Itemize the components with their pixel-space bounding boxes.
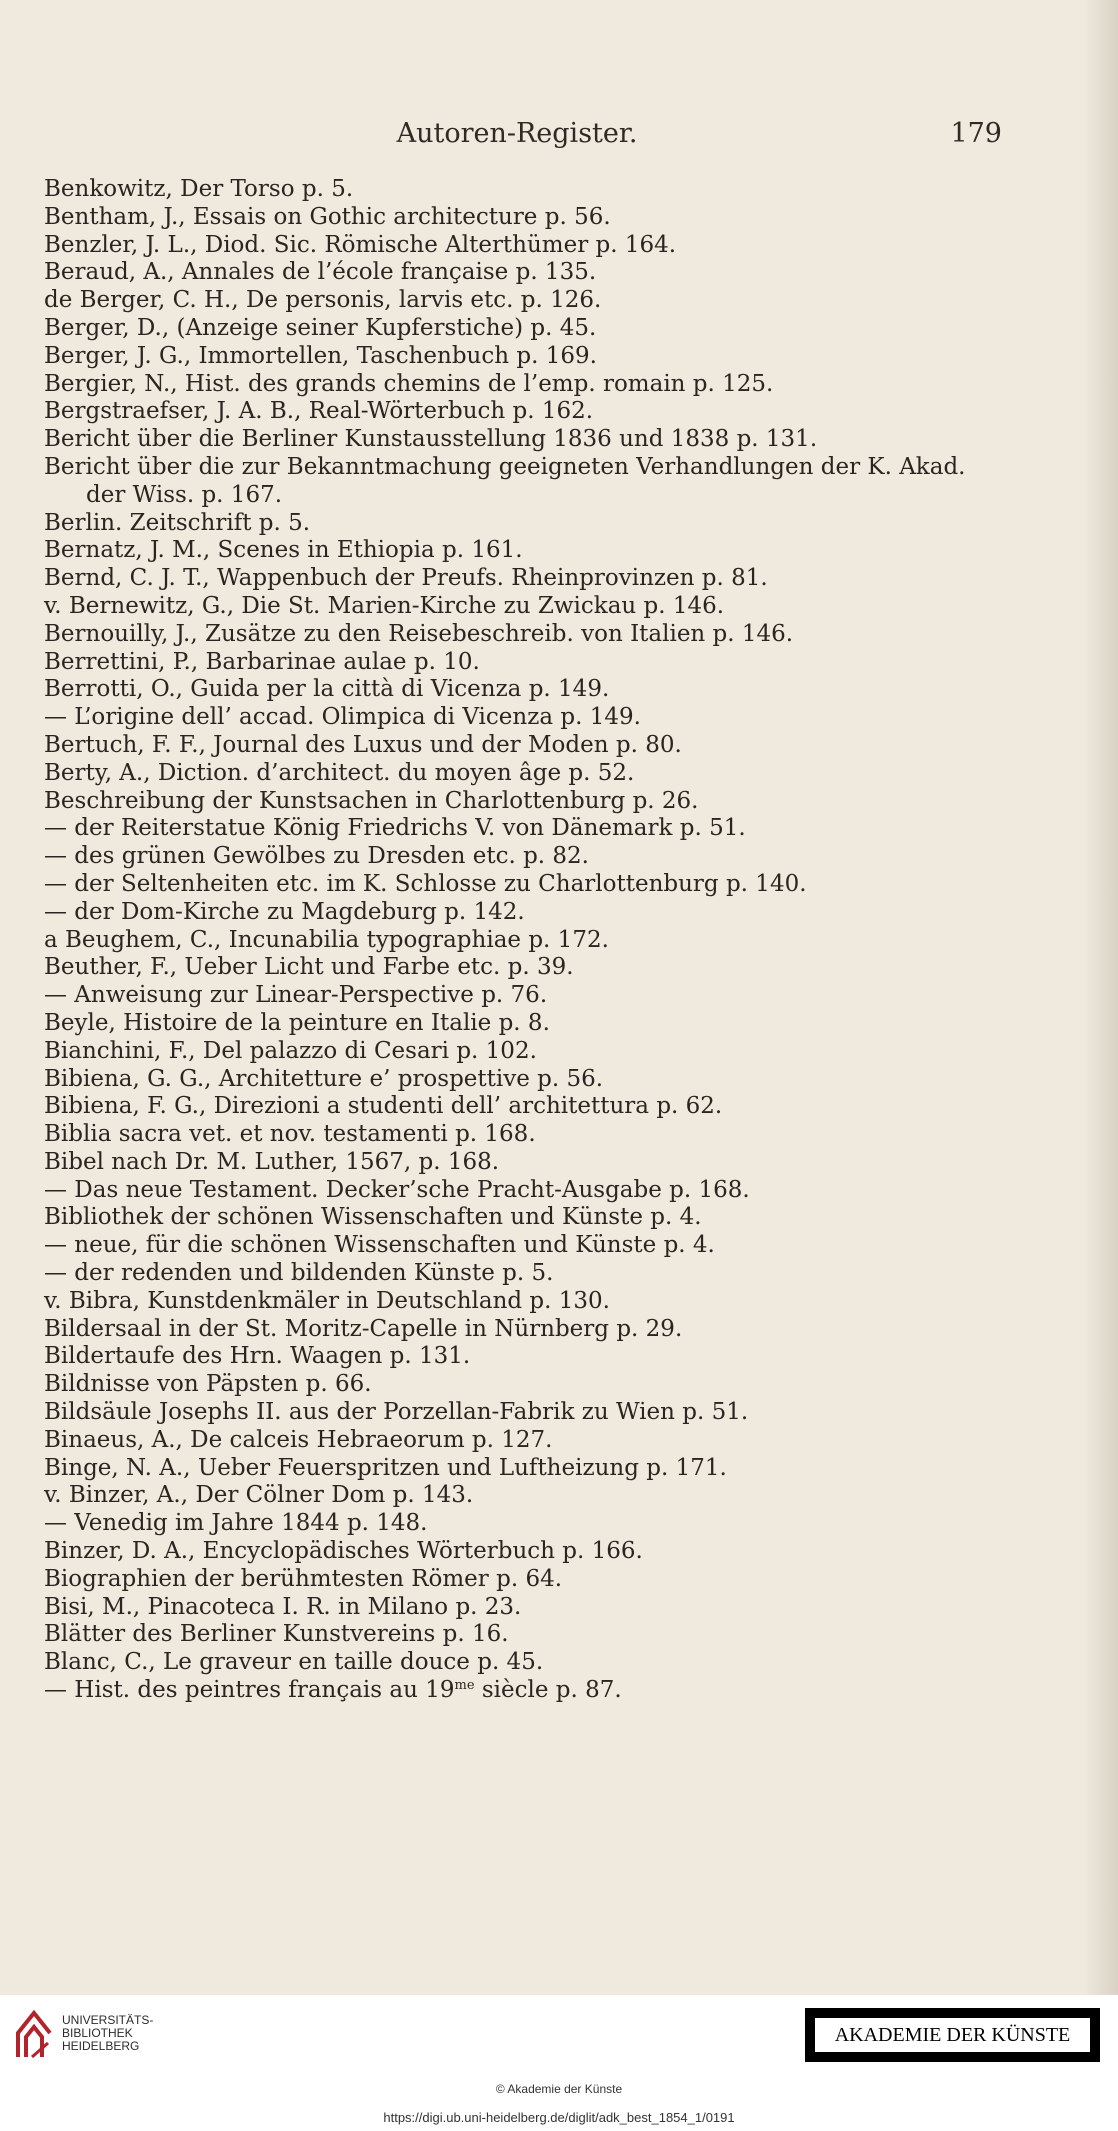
register-entry: Binaeus, A., De calceis Hebraeorum p. 127. [44, 1426, 553, 1453]
register-entry: — neue, für die schönen Wissenschaften und Künste p. 4. [44, 1232, 715, 1259]
register-entry: Berger, J. G., Immortellen, Taschenbuch p. 169. [44, 342, 597, 369]
register-entry: — L’origine dell’ accad. Olimpica di Vicenza p. 149. [44, 704, 641, 731]
register-entry: Bisi, M., Pinacoteca I. R. in Milano p. 23. [44, 1593, 522, 1620]
register-entry: Bibiena, F. G., Direzioni a studenti dell’ architettura p. 62. [44, 1093, 723, 1120]
register-entry: der Wiss. p. 167. [86, 481, 283, 508]
page-number: 179 [950, 118, 1002, 149]
register-entry: Bericht über die zur Bekanntmachung geeigneten Verhandlungen der K. Akad. [44, 453, 966, 480]
register-entry: — Anweisung zur Linear-Perspective p. 76. [44, 982, 548, 1009]
register-entry: Bernatz, J. M., Scenes in Ethiopia p. 161. [44, 537, 523, 564]
register-entry: Blanc, C., Le graveur en taille douce p. 45. [44, 1649, 544, 1676]
register-entry: Bertuch, F. F., Journal des Luxus und der Moden p. 80. [44, 731, 682, 758]
register-entry: Beyle, Histoire de la peinture en Italie p. 8. [44, 1009, 550, 1036]
register-entry: Bibel nach Dr. M. Luther, 1567, p. 168. [44, 1148, 500, 1175]
register-entry: a Beughem, C., Incunabilia typographiae p. 172. [44, 926, 609, 953]
register-entry: Biographien der berühmtesten Römer p. 64. [44, 1565, 563, 1592]
register-entry-list [44, 176, 1024, 1705]
register-entry: — der Seltenheiten etc. im K. Schlosse zu Charlottenburg p. 140. [44, 870, 807, 897]
entry-part-before: — Hist. des peintres français au 19 [44, 1677, 455, 1704]
entry-part-sup: me [454, 1678, 475, 1694]
register-entry: v. Bernewitz, G., Die St. Marien-Kirche zu Zwickau p. 146. [44, 592, 725, 619]
register-entry: — Venedig im Jahre 1844 p. 148. [44, 1510, 428, 1537]
permalink-url[interactable]: https://digi.ub.uni-heidelberg.de/diglit/adk_best_1854_1/0191 [383, 2110, 735, 2125]
register-entry: Bernd, C. J. T., Wappenbuch der Preufs. Rheinprovinzen p. 81. [44, 565, 768, 592]
register-entry: Binge, N. A., Ueber Feuerspritzen und Luftheizung p. 171. [44, 1454, 727, 1481]
logo-line-2: BIBLIOTHEK [62, 2026, 133, 2040]
register-entry: Bianchini, F., Del palazzo di Cesari p. 102. [44, 1037, 537, 1064]
register-entry: Berty, A., Diction. d’architect. du moyen âge p. 52. [44, 759, 635, 786]
register-entry: Berrotti, O., Guida per la città di Vicenza p. 149. [44, 676, 610, 703]
register-entry: — der redenden und bildenden Künste p. 5. [44, 1260, 554, 1287]
register-entry: Bibliothek der schönen Wissenschaften und Künste p. 4. [44, 1204, 702, 1231]
copyright-notice: © Akademie der Künste [495, 2082, 623, 2096]
register-entry: Bericht über die Berliner Kunstausstellung 1836 und 1838 p. 131. [44, 426, 818, 453]
register-entry: Bentham, J., Essais on Gothic architecture p. 56. [44, 203, 611, 230]
register-entry: de Berger, C. H., De personis, larvis etc. p. 126. [44, 287, 602, 314]
register-entry: Bergier, N., Hist. des grands chemins de l’emp. romain p. 125. [44, 370, 774, 397]
register-entry: Berger, D., (Anzeige seiner Kupferstiche) p. 45. [44, 314, 597, 341]
partner-logo-label: AKADEMIE DER KÜNSTE [815, 2018, 1090, 2052]
register-entry: — der Dom-Kirche zu Magdeburg p. 142. [44, 898, 525, 925]
partner-logo-akademie[interactable] [805, 2008, 1100, 2062]
register-entry: Beraud, A., Annales de l’école française p. 135. [44, 259, 597, 286]
register-entry: Berrettini, P., Barbarinae aulae p. 10. [44, 648, 480, 675]
register-entry: Bernouilly, J., Zusätze zu den Reisebeschreib. von Italien p. 146. [44, 620, 794, 647]
register-entry: — des grünen Gewölbes zu Dresden etc. p. 82. [44, 843, 589, 870]
logo-line-3: HEIDELBERG [62, 2039, 140, 2053]
register-entry: Bildsäule Josephs II. aus der Porzellan-Fabrik zu Wien p. 51. [44, 1399, 749, 1426]
register-entry: v. Binzer, A., Der Cölner Dom p. 143. [44, 1482, 474, 1509]
university-library-logo-icon[interactable] [14, 2007, 54, 2063]
register-entry: Berlin. Zeitschrift p. 5. [44, 509, 311, 536]
entry-part-after: siècle p. 87. [474, 1677, 622, 1704]
register-entry: Beuther, F., Ueber Licht und Farbe etc. p. 39. [44, 954, 574, 981]
register-entry: Beschreibung der Kunstsachen in Charlottenburg p. 26. [44, 787, 699, 814]
register-entry: Bildnisse von Päpsten p. 66. [44, 1371, 372, 1398]
register-entry [44, 1677, 1024, 1705]
register-entry: Blätter des Berliner Kunstvereins p. 16. [44, 1621, 509, 1648]
register-entry: — Das neue Testament. Decker’sche Pracht-Ausgabe p. 168. [44, 1176, 750, 1203]
register-entry: Benkowitz, Der Torso p. 5. [44, 176, 354, 202]
register-entry: Binzer, D. A., Encyclopädisches Wörterbuch p. 166. [44, 1538, 643, 1565]
register-entry: v. Bibra, Kunstdenkmäler in Deutschland p. 130. [44, 1287, 610, 1314]
logo-line-1: UNIVERSITÄTS- [62, 2013, 154, 2027]
register-entry: Bildersaal in der St. Moritz-Capelle in Nürnberg p. 29. [44, 1315, 683, 1342]
register-entry: Biblia sacra vet. et nov. testamenti p. 168. [44, 1121, 536, 1148]
university-library-wordmark[interactable] [62, 2014, 153, 2053]
register-entry: Bibiena, G. G., Architetture e’ prospettive p. 56. [44, 1065, 604, 1092]
register-entry: — der Reiterstatue König Friedrichs V. von Dänemark p. 51. [44, 815, 746, 842]
register-entry: Bergstraefser, J. A. B., Real-Wörterbuch p. 162. [44, 398, 594, 425]
running-header-title: Autoren-Register. [396, 118, 638, 149]
register-entry: Bildertaufe des Hrn. Waagen p. 131. [44, 1343, 471, 1370]
page-edge-shadow [1084, 0, 1118, 1995]
register-entry: Benzler, J. L., Diod. Sic. Römische Alterthümer p. 164. [44, 231, 677, 258]
